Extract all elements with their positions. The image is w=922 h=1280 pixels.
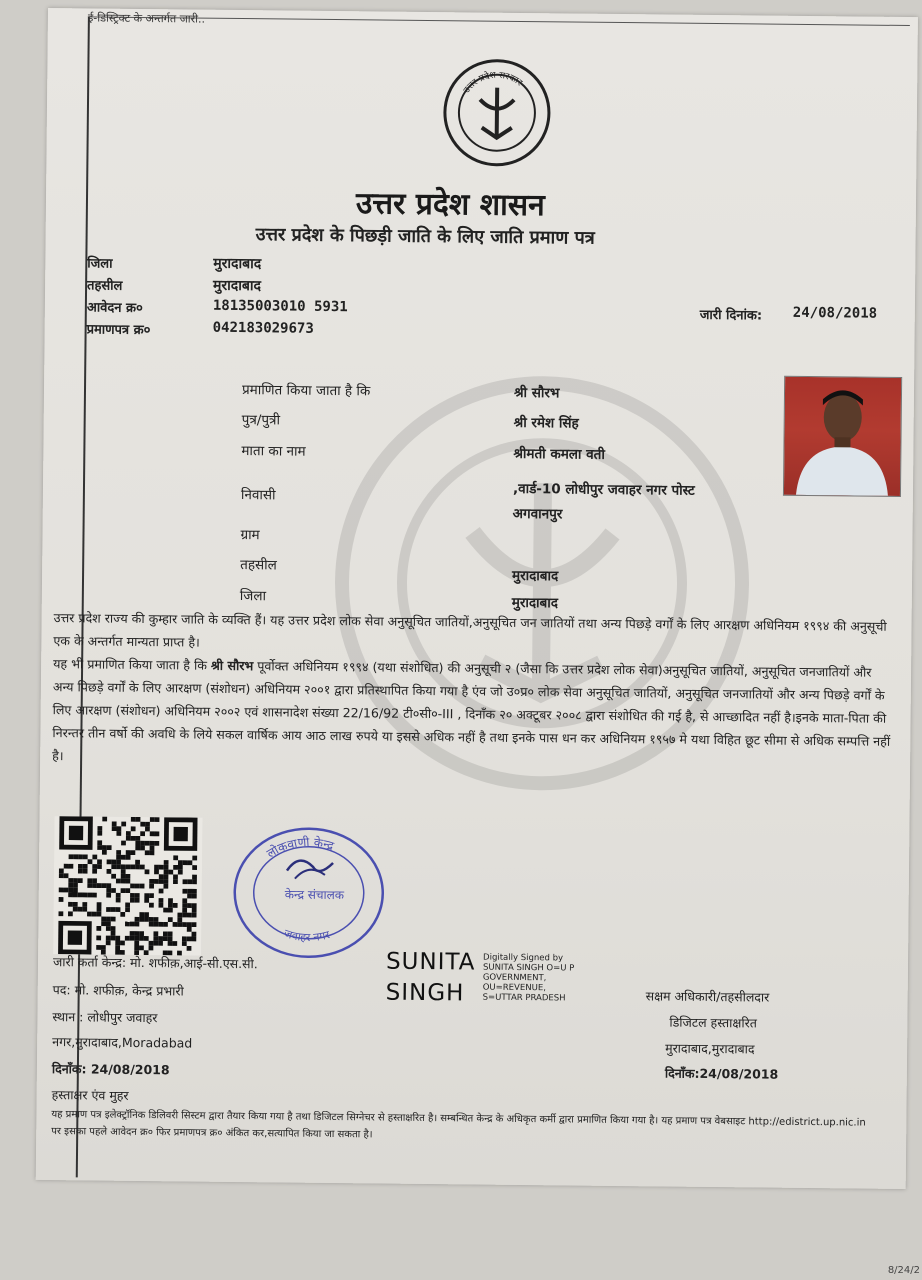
village-label: ग्राम [240,527,260,544]
declaration-intro: यह भी प्रमाणित किया जाता है कि [53,656,212,673]
seal-middle-text: केन्द्र संचालक [284,887,345,903]
father-name: श्री रमेश सिंह [513,414,579,432]
application-number: 18135003010 5931 [212,297,348,316]
issuing-center: जारी कर्ता केन्द्र: मो. शफीक़,आई-सी.एस.सी. [52,954,258,972]
footer-note: यह प्रमाण पत्र इलेक्ट्रॉनिक डिलिवरी सिस्टम द्वारा तैयार किया गया है तथा डिजिटल सिग्नेचर से हस्ताक्षरित है। सम्बन्धित केन्द्र के अधिकृत कर्मी द्वारा प्रमाणित किया गया है। यह प्रमाण पत्र वेबसाइट http://edistrict.up.nic.in पर इसका पहले आवेदन क्र० फिर प्रमाणपत्र क्र० अंकित कर,सत्यापित किया जा सकता है। [51,1109,866,1141]
page-title: उत्तर प्रदेश शासन [355,186,545,224]
district-label: जिला [87,256,113,272]
header-note: ई-डिस्ट्रिक्ट के अन्तर्गत जारी.. [87,11,206,26]
issuer-post: पद: मो. शफीक़, केन्द्र प्रभारी [52,982,184,999]
authority-title: सक्षम अधिकारी/तहसीलदार [645,988,770,1005]
district-value: मुरादाबाद [213,255,262,273]
declaration-paragraph [52,652,893,776]
sign-and-seal-label: हस्ताक्षर एंव मुहर [51,1087,129,1103]
address-line-1: ,वार्ड-10 लोधीपुर जवाहर नगर पोस्ट [512,480,695,499]
detail-district-label: जिला [239,588,267,605]
tehsil-value: मुरादाबाद [213,277,262,295]
applicant-photo [783,376,902,497]
signer-first-name: SUNITA [385,948,476,976]
mother-name: श्रीमती कमला वती [513,445,605,463]
svg-text:उत्तर प्रदेश सरकार [462,69,524,96]
detail-tehsil-value: मुरादाबाद [511,567,559,585]
resident-label: निवासी [240,487,276,504]
svg-text:लोकवाणी केन्द्र [264,834,336,861]
holder-name: श्री सौरभ [513,384,560,402]
signer-last-name: SINGH [385,979,465,1007]
issuer-place-2: नगर,मुरादाबाद,Moradabad [52,1034,193,1051]
emblem-text: उत्तर प्रदेश सरकार [461,70,524,96]
corner-mark: 8/24/2 [887,1265,920,1276]
authority-location: मुरादाबाद,मुरादाबाद [665,1040,755,1057]
authority-date: दिनाँक:24/08/2018 [664,1065,779,1082]
declaration-name: श्री सौरभ [210,657,254,674]
seal-bottom-text: जवाहर नगर [282,926,332,945]
certificate-number-label: प्रमाणपत्र क्र० [86,322,151,339]
page-subtitle: उत्तर प्रदेश के पिछड़ी जाति के लिए जाति प्रमाण पत्र [255,224,595,249]
detail-district-value: मुरादाबाद [511,594,559,612]
address-line-2: अगवानपुर [512,505,563,523]
authority-digitally-signed: डिजिटल हस्ताक्षरित [669,1014,757,1031]
seal-top-text: लोकवाणी केन्द्र [264,834,336,861]
mother-label: माता का नाम [241,443,306,460]
application-number-label: आवेदन क्र० [86,300,143,317]
issuer-date: दिनाँक: 24/08/2018 [51,1061,170,1078]
caste-paragraph: उत्तर प्रदेश राज्य की कुम्हार जाति के व्यक्ति हैं। यह उत्तर प्रदेश लोक सेवा अनुसूचित जातियों,अनुसूचित जन जातियों तथा अन्य पिछड़े वर्गों के लिए आरक्षण अधिनियम १९९४ की अनुसूची एक के अन्तर्गत मान्यता प्राप्त है। [53,610,887,650]
svg-text:जवाहर नगर [282,927,331,944]
qr-code [53,816,202,956]
certified-label: प्रमाणित किया जाता है कि [241,382,371,400]
certificate-number: 042183029673 [212,319,314,337]
son-label: पुत्र/पुत्री [241,412,281,429]
issue-date: 24/08/2018 [792,304,878,322]
official-seal [228,822,389,964]
digital-signature-details: Digitally Signed by SUNITA SINGH O=U P GOVERNMENT, OU=REVENUE, S=UTTAR PRADESH [482,952,575,1004]
issue-date-label: जारी दिनांक: [699,307,763,324]
up-government-emblem [441,57,552,168]
issuer-place-1: स्थान : लोधीपुर जवाहर [52,1009,158,1026]
declaration-body: पूर्वोक्त अधिनियम १९९४ (यथा संशोधित) की अनुसूची २ (जैसा कि उत्तर प्रदेश लोक सेवा)अनुसूचित जातियों, अनुसूचित जनजातियों और अन्य पिछड़े वर्गों के लिए आरक्षण (संशोधन) अधिनियम २००१ द्वारा प्रतिस्थापित किया गया है एंव जो उ०प्र० लोक सेवा अनुसूचित जातियों, अनुसूचित जनजातियों और अन्य पिछड़े वर्गों के लिए आरक्षण (संशोधन) अधिनियम २००२ एवं शासनादेश संख्या 22/16/92 टी०सी०-III , दिनाँक २० अक्टूबर २००८ द्वारा संशोधित की गई है, से आच्छादित नहीं है।इनके माता-पिता की निरन्तर तीन वर्षो की अवधि के लिये सकल वार्षिक आय आठ लाख रुपये या इससे अधिक नहीं है तथा इनके पास धन कर अधिनियम १९५७ मे यथा विहित छूट सीमा से अधिक सम्पत्ति नहीं है। [52,658,891,764]
tehsil-label: तहसील [87,278,123,294]
detail-tehsil-label: तहसील [240,557,277,574]
certificate-page [36,8,918,1189]
